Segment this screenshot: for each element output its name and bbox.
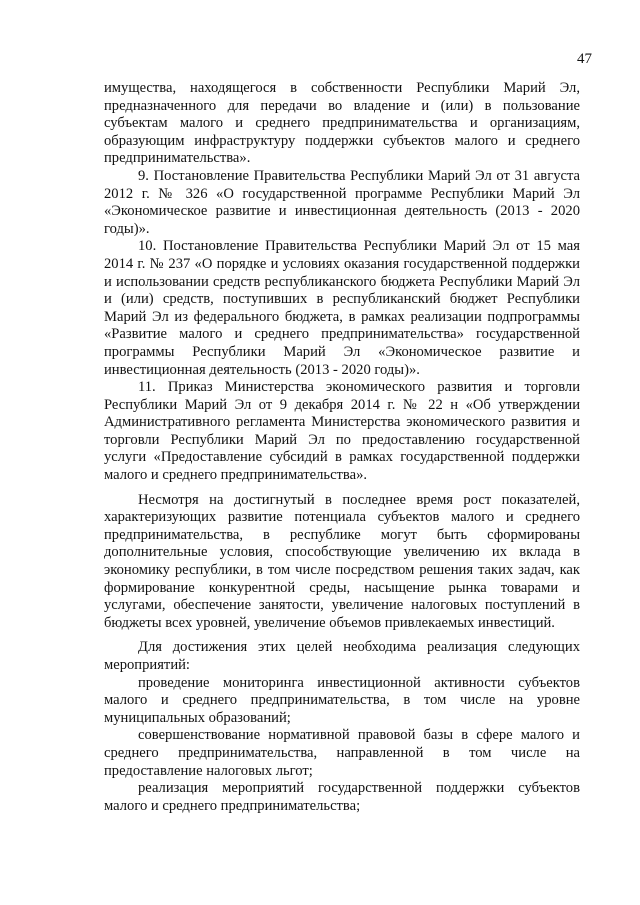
paragraph-measure-support: реализация мероприятий государственной поддержки субъектов малого и среднего предпринимательства; xyxy=(104,780,580,814)
paragraph-measure-monitoring: проведение мониторинга инвестиционной активности субъектов малого и среднего предпринимательства, в том числе на уровне муниципальных образований; xyxy=(104,674,580,726)
page-number: 47 xyxy=(577,51,592,67)
paragraph-property-continuation: имущества, находящегося в собственности Республики Марий Эл, предназначенного для передачи во владение и (или) в пользование субъектам малого и среднего предпринимательства и организациям, образующим инфраструктуру поддержки субъектов малого и среднего предпринимательства». xyxy=(104,80,580,167)
paragraph-item-10: 10. Постановление Правительства Республики Марий Эл от 15 мая 2014 г. № 237 «О порядке и условиях оказания государственной поддержки и использовании средств республиканского бюджета Республики Марий Эл и (или) средств, поступивших в республиканский бюджет Республики Марий Эл из федерального бюджета, в рамках реализации подпрограммы «Развитие малого и среднего предпринимательства» государственной программы Республики Марий Эл «Экономическое развитие и инвестиционная деятельность (2013 - 2020 годы)». xyxy=(104,238,580,378)
paragraph-item-9: 9. Постановление Правительства Республики Марий Эл от 31 августа 2012 г. № 326 «О государственной программе Республики Марий Эл «Экономическое развитие и инвестиционная деятельность (2013 - 2020 годы)». xyxy=(104,167,580,237)
paragraph-goals-intro: Для достижения этих целей необходима реализация следующих мероприятий: xyxy=(104,639,580,673)
paragraph-measure-regulation: совершенствование нормативной правовой базы в сфере малого и среднего предпринимательства, направленной в том числе на предоставление налоговых льгот; xyxy=(104,727,580,779)
paragraph-item-11: 11. Приказ Министерства экономического развития и торговли Республики Марий Эл от 9 декабря 2014 г. № 22 н «Об утверждении Административного регламента Министерства экономического развития и торговли Республики Марий Эл по предоставлению государственной услуги «Предоставление субсидий в рамках государственной поддержки малого и среднего предпринимательства». xyxy=(104,379,580,484)
paragraph-growth-indicators: Несмотря на достигнутый в последнее время рост показателей, характеризующих развитие потенциала субъектов малого и среднего предпринимательства, в республике могут быть сформированы дополнительные условия, способствующие увеличению их вклада в экономику республики, в том числе посредством решения таких задач, как формирование конкурентной среды, насыщение рынка товарами и услугами, обеспечение занятости, увеличение налоговых поступлений в бюджеты всех уровней, увеличение объемов привлекаемых инвестиций. xyxy=(104,491,580,631)
document-body xyxy=(104,80,580,815)
